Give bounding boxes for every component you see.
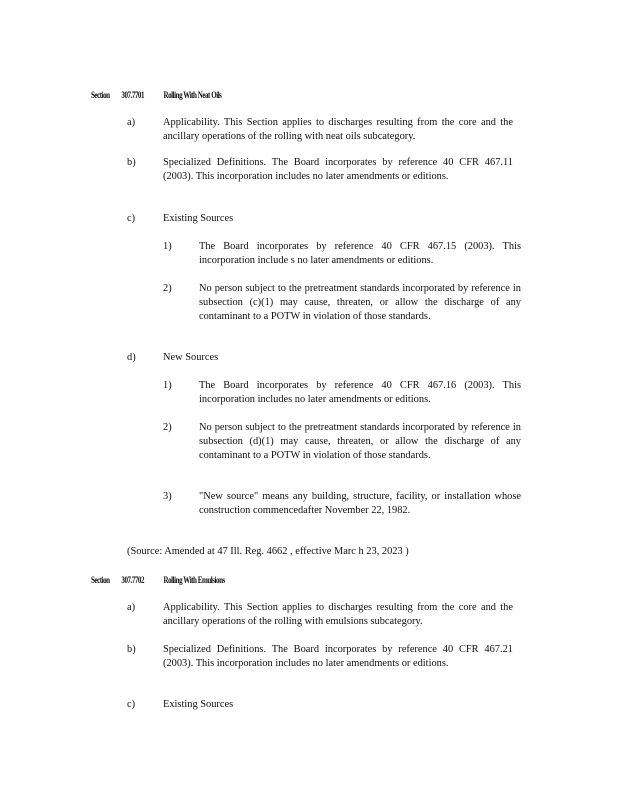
item-text: Specialized Definitions. The Board incorporates by reference 40 CFR 467.21 (2003). This incorporation includes no later amendments or editions. <box>163 644 513 669</box>
item-text: Applicability. This Section applies to discharges resulting from the core and the ancillary operations of the rolling with emulsions subcategory. <box>163 602 513 627</box>
item-marker: a) <box>127 117 136 128</box>
item-marker: c) <box>127 699 136 710</box>
section-number: 307.7701 <box>121 90 145 100</box>
subitem-text: No person subject to the pretreatment standards incorporated by reference in subsection (d)(1) may cause, threaten, or allow the discharge of any contaminant to a POTW in violation of those standards. <box>199 422 521 461</box>
subitem-text: No person subject to the pretreatment standards incorporated by reference in subsection (c)(1) may cause, threaten, or allow the discharge of any contaminant to a POTW in violation of those standards. <box>199 283 521 322</box>
subitem-marker: 2) <box>163 422 172 433</box>
source-note: (Source: Amended at 47 Ill. Reg. 4662 , effective Marc h 23, 2023 ) <box>127 546 409 557</box>
item-text: New Sources <box>163 352 219 363</box>
item-marker: b) <box>127 157 136 168</box>
subitem-marker: 1) <box>163 380 172 391</box>
item-text: Specialized Definitions. The Board incorporates by reference 40 CFR 467.11 (2003). This incorporation includes no later amendments or editions. <box>163 157 513 182</box>
subitem-marker: 2) <box>163 283 172 294</box>
item-text: Existing Sources <box>163 213 234 224</box>
subitem-text: "New source" means any building, structure, facility, or installation whose construction commencedafter November 22, 1982. <box>199 491 521 516</box>
section-label: Section <box>91 90 110 100</box>
subitem-text: The Board incorporates by reference 40 CFR 467.16 (2003). This incorporation includes no later amendments or editions. <box>199 380 521 405</box>
subitem-marker: 3) <box>163 491 172 502</box>
item-marker: a) <box>127 602 136 613</box>
section-title: Rolling With Emulsions <box>163 575 225 585</box>
item-marker: c) <box>127 213 136 224</box>
section-heading-7702 <box>91 575 225 585</box>
subitem-marker: 1) <box>163 241 172 252</box>
section-label: Section <box>91 575 110 585</box>
subitem-text: The Board incorporates by reference 40 CFR 467.15 (2003). This incorporation include s no later amendments or editions. <box>199 241 521 266</box>
section-heading-7701 <box>91 90 221 100</box>
item-marker: d) <box>127 352 136 363</box>
item-marker: b) <box>127 644 136 655</box>
section-number: 307.7702 <box>121 575 145 585</box>
section-title: Rolling With Neat Oils <box>163 90 222 100</box>
item-text: Applicability. This Section applies to discharges resulting from the core and the ancillary operations of the rolling with neat oils subcategory. <box>163 117 513 142</box>
item-text: Existing Sources <box>163 699 234 710</box>
